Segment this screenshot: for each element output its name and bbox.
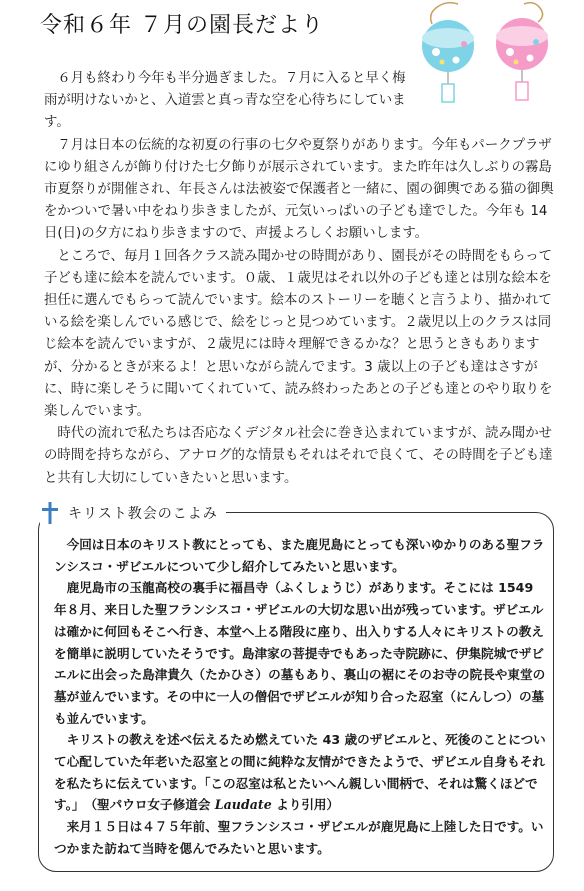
calendar-paragraph-3-text: キリストの教えを述べ伝えるため燃えていた 43 歳のザビエルと、死後のことについて心配していた年老いた忍室との間に純粋な友情ができたようで、ザビエル自身もそれを私たちに伝えています。「この忍室は私とたいへん親しい間柄で、それは驚くほどです。」 （聖パウロ女子修道会	[54, 732, 546, 813]
calendar-paragraph-2: 鹿児島市の玉龍高校の裏手に福昌寺（ふくしょうじ）があります。そこには 1549 年８月、来日した聖フランシスコ・ザビエルの大切な思い出が残っています。ザビエルは確かに何回もそこへ行き、本堂へ上る階段に座り、出入りする人々にキリストの教えを簡単に説明していたそうです。島津家の菩提寺でもあった寺院跡に、伊集院城でザビエルに出会った島津貴久（たかひさ）の墓もあり、裏山の裾にそのお寺の院長や東堂の墓が並んでいます。その中に一人の僧侶でザビエルが知り合った忍室（にんしつ）の墓も並んでいます。	[54, 580, 546, 726]
calendar-paragraph-4: 来月１５日は４７５年前、聖フランシスコ・ザビエルが鹿児島に上陸した日です。いつかまた訪ねて当時を偲んでみたいと思います。	[54, 819, 544, 856]
letter-body	[44, 68, 556, 490]
letter-paragraph-4: 時代の流れで私たちは否応なくデジタル社会に巻き込まれていますが、読み聞かせの時間を持ちながら、アナログ的な情景もそれはそれで良くて、その時間を子ども達と共有し大切にしていきたいと思います。	[44, 426, 553, 486]
cross-icon	[40, 502, 60, 524]
calendar-paragraph-1: 今回は日本のキリスト教にとっても、また鹿児島にとっても深いゆかりのある聖フランシスコ・ザビエルについて少し紹介してみたいと思います。	[54, 537, 545, 574]
calendar-paragraph-3-tail: より引用）	[271, 797, 340, 813]
letter-paragraph-2: ７月は日本の伝統的な初夏の行事の七夕や夏祭りがあります。今年もパークプラザにゆり組さんが飾り付けた七夕飾りが展示されています。また昨年は久しぶりの霧島市夏祭りが開催され、年長さんは法被姿で保護者と一緒に、園の御輿である猫の御輿をかついで暑い中をねり歩きましたが、元気いっぱいの子ども達でした。今年も 14 日(日)の夕方にねり歩きますので、声援よろしくお願いします。	[44, 137, 554, 242]
calendar-body	[54, 534, 546, 860]
calendar-heading	[40, 501, 226, 525]
laudate-title: Laudate	[214, 797, 272, 813]
calendar-heading-label: キリスト教会のこよみ	[68, 506, 218, 522]
letter-paragraph-1: ６月も終わり今年も半分過ぎました。７月に入ると早く梅雨が明けないかと、入道雲と真っ青な空を心待ちにしています。	[44, 71, 406, 131]
calendar-paragraph-3	[54, 729, 546, 816]
letter-paragraph-3: ところで、毎月１回各クラス読み聞かせの時間があり、園長がその時間をもらって子ども達に絵本を読んでいます。０歳、１歳児はそれ以外の子ども達とは別な絵本を担任に選んでもらって読んでいます。絵本のストーリーを聴くと言うより、描かれている絵を楽しんでいる感じで、絵をじっと見つめています。２歳児以上のクラスは同じ絵本を読んでいますが、２歳児には時々理解できるかな？と思うときもありますが、分かるときが来るよ！と思いながら読んでます。3 歳以上の子ども達はさすがに、時に楽しそうに聞いてくれていて、読み終わったあとの子ども達とのやり取りを楽しんでいます。	[44, 248, 553, 420]
page-title: 令和６年 ７月の園長だより	[40, 13, 324, 38]
